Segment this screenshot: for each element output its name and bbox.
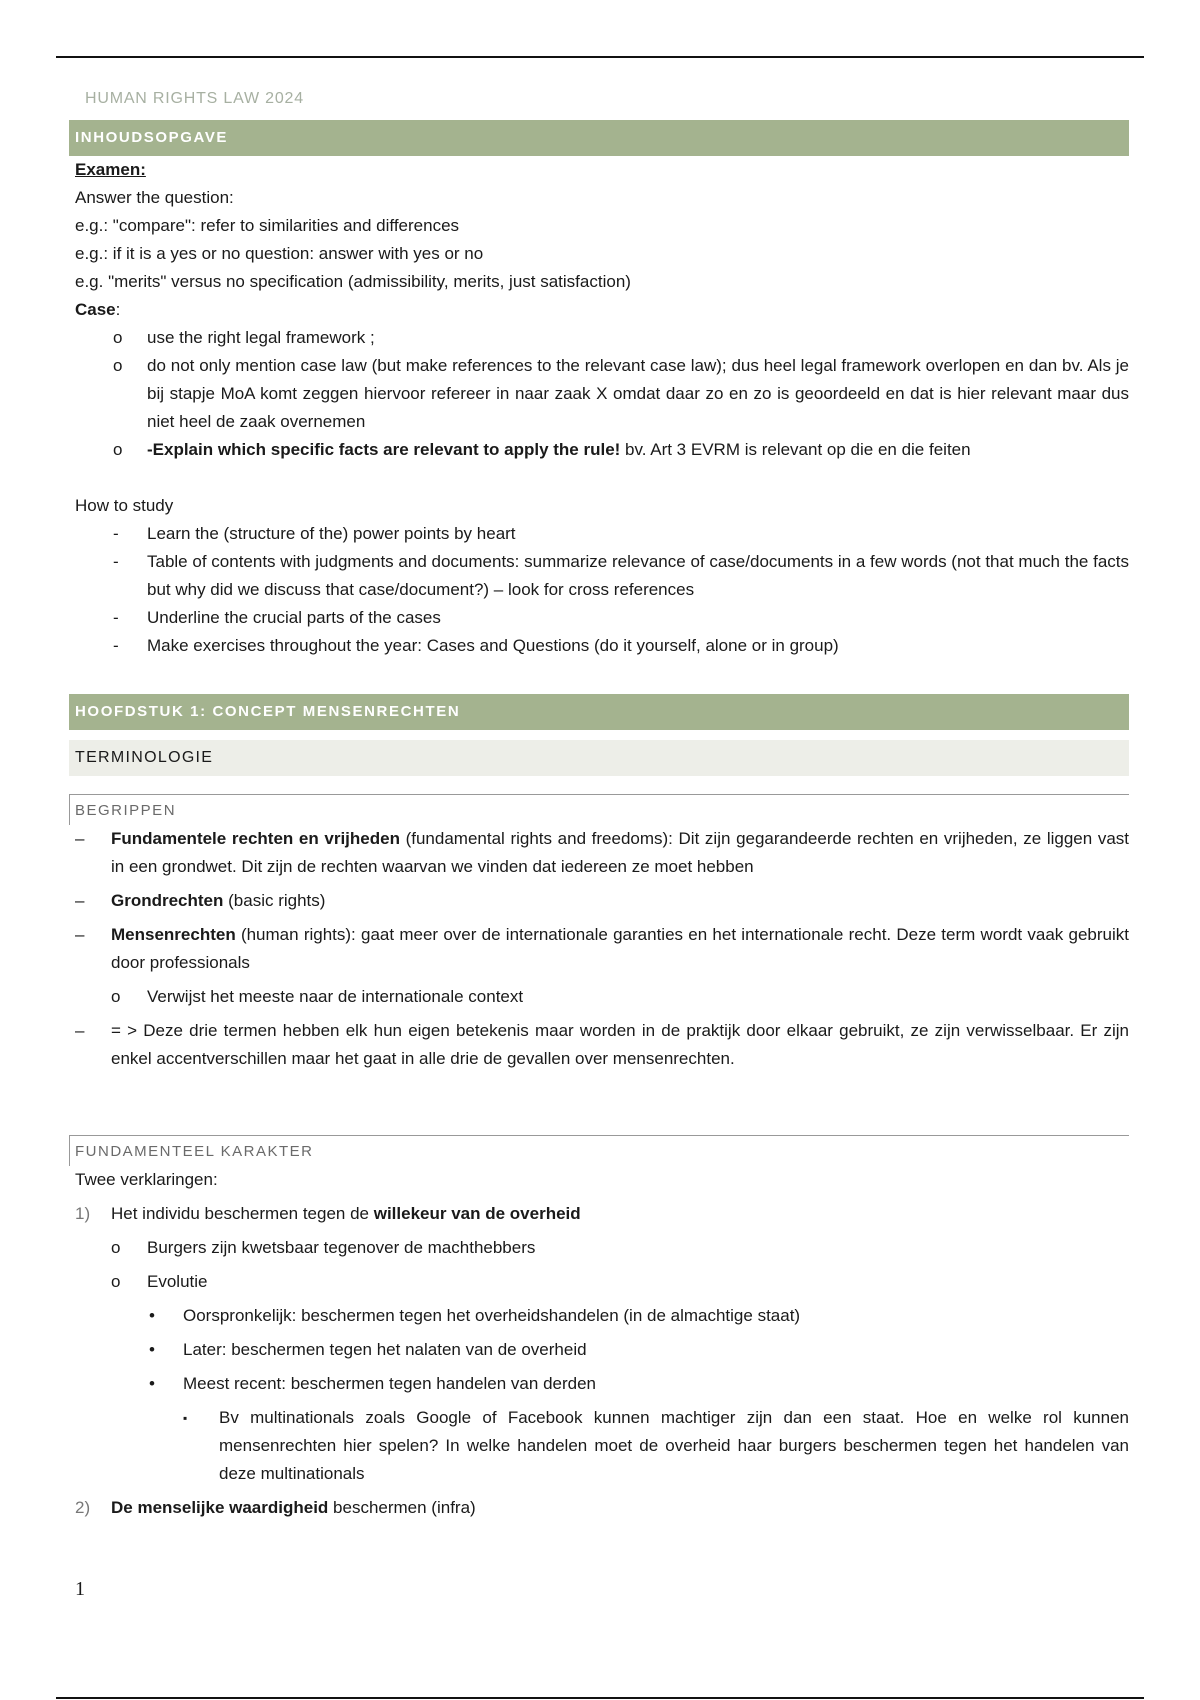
conclusion-item: – = > Deze drie termen hebben elk hun eigen betekenis maar worden in de praktijk door elkaar gebruikt, ze zijn verwisselbaar. Er zijn enkel accentverschillen maar het gaat in alle drie de gevallen over mensenrechten. [69, 1017, 1129, 1073]
toc-heading: INHOUDSOPGAVE [69, 120, 1129, 156]
exam-line: e.g.: "compare": refer to similarities and differences [75, 216, 460, 235]
subsection-heading: BEGRIPPEN [69, 794, 1129, 825]
list-item: o use the right legal framework ; [69, 324, 1129, 352]
bullet-dash: – [75, 925, 85, 944]
list-item: o Verwijst het meeste naar de internationale context [69, 983, 1129, 1011]
bullet-dot: • [149, 1306, 155, 1325]
bullet-dash: – [75, 829, 85, 848]
intro-text: Twee verklaringen: [75, 1170, 218, 1189]
page-number: 1 [75, 1578, 85, 1600]
list-item: • Oorspronkelijk: beschermen tegen het overheidshandelen (in de almachtige staat) [69, 1302, 1129, 1330]
exam-block [69, 156, 1129, 324]
list-item: • Meest recent: beschermen tegen handelen van derden [69, 1370, 1129, 1398]
bottom-rule [56, 1697, 1144, 1699]
number-marker: 2) [75, 1498, 91, 1517]
case-label: Case: [75, 300, 121, 319]
bullet-dot: • [149, 1374, 155, 1393]
definition-item: – Grondrechten (basic rights) [69, 887, 1129, 915]
definition-item: – Fundamentele rechten en vrijheden (fundamental rights and freedoms): Dit zijn gegarandeerde rechten en vrijheden, ze liggen vast in een grondwet. Dit zijn de rechten waarvan we vinden dat iedereen ze moet hebben [69, 825, 1129, 881]
bullet-o: o [113, 440, 123, 459]
chapter-heading: HOOFDSTUK 1: CONCEPT MENSENRECHTEN [69, 694, 1129, 730]
bullet-o: o [111, 987, 121, 1006]
list-item: - Underline the crucial parts of the cases [69, 604, 1129, 632]
bullet-o: o [113, 328, 123, 347]
bullet-o: o [111, 1272, 121, 1291]
running-header: HUMAN RIGHTS LAW 2024 [85, 90, 304, 107]
number-marker: 1) [75, 1204, 91, 1223]
exam-label: Examen: [75, 160, 146, 179]
top-rule [56, 56, 1144, 58]
list-item: - Make exercises throughout the year: Cases and Questions (do it yourself, alone or in group) [69, 632, 1129, 660]
exam-line: Answer the question: [75, 188, 234, 207]
bullet-dash: – [75, 1021, 85, 1040]
bullet-dash: - [113, 524, 119, 543]
study-label: How to study [75, 496, 174, 515]
numbered-item: 2) De menselijke waardigheid beschermen (infra) [69, 1494, 1129, 1522]
exam-line: e.g. "merits" versus no specification (admissibility, merits, just satisfaction) [75, 272, 631, 291]
subsection-heading: FUNDAMENTEEL KARAKTER [69, 1135, 1129, 1166]
numbered-item: 1) Het individu beschermen tegen de willekeur van de overheid [69, 1200, 1129, 1228]
list-item: o Evolutie [69, 1268, 1129, 1296]
exam-line: e.g.: if it is a yes or no question: answer with yes or no [75, 244, 484, 263]
bullet-square: ▪ [183, 1411, 188, 1425]
section-heading: TERMINOLOGIE [69, 740, 1129, 776]
list-item: ▪ Bv multinationals zoals Google of Facebook kunnen machtiger zijn dan een staat. Hoe en welke rol kunnen mensenrechten hier spelen? In welke handelen moet de overheid haar burgers beschermen tegen het handelen van deze multinationals [69, 1404, 1129, 1488]
bullet-dash: – [75, 891, 85, 910]
bullet-dash: - [113, 552, 119, 571]
list-item: - Learn the (structure of the) power points by heart [69, 520, 1129, 548]
definition-item: – Mensenrechten (human rights): gaat meer over de internationale garanties en het internationale recht. Deze term wordt vaak gebruikt door professionals [69, 921, 1129, 977]
bullet-o: o [113, 356, 123, 375]
bullet-o: o [111, 1238, 121, 1257]
list-item: o Burgers zijn kwetsbaar tegenover de machthebbers [69, 1234, 1129, 1262]
document-page [69, 82, 1129, 1528]
bullet-dot: • [149, 1340, 155, 1359]
list-item: o do not only mention case law (but make references to the relevant case law); dus heel legal framework overlopen en dan bv. Als je bij stapje MoA komt zeggen hiervoor refereer in naar zaak X omdat daar zo en zo is geoordeeld en dat is hier relevant maar dus niet heel de zaak overnemen [69, 352, 1129, 436]
bullet-dash: - [113, 608, 119, 627]
list-item: - Table of contents with judgments and documents: summarize relevance of case/documents in a few words (not that much the facts but why did we discuss that case/document?) – look for cross references [69, 548, 1129, 604]
bullet-dash: - [113, 636, 119, 655]
list-item: • Later: beschermen tegen het nalaten van de overheid [69, 1336, 1129, 1364]
list-item: o -Explain which specific facts are relevant to apply the rule! bv. Art 3 EVRM is relevant op die en die feiten [69, 436, 1129, 464]
